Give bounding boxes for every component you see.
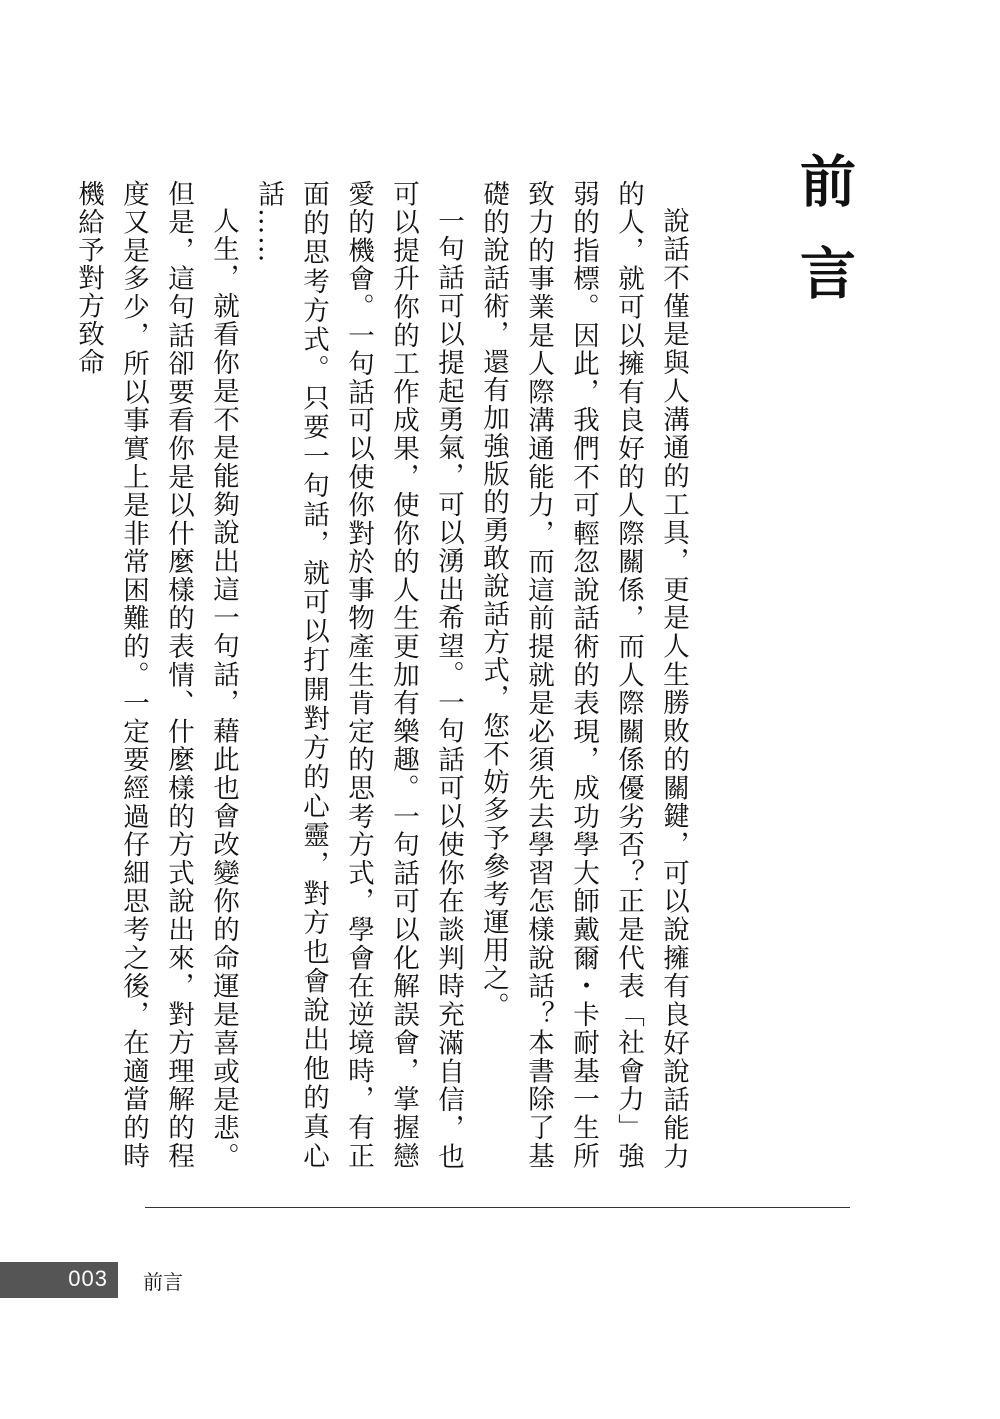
- page-title: 前言: [791, 152, 856, 336]
- running-head: 前言: [143, 1270, 183, 1294]
- page-number: 003: [68, 1266, 108, 1291]
- paragraph: 說話不僅是與人溝通的工具，更是人生勝敗的關鍵，可以說擁有良好說話能力的人，就可以擁有良好的人際關係，而人際關係優劣否？正是代表「社會力」強弱的指標。因此，我們不可輕忽說話術的表現，成功學大師戴爾・卡耐基一生所致力的事業是人際溝通能力，而這前提就是必須先去學習怎樣說話？本書除了基礎的說話術，還有加強版的勇敢說話方式，您不妨多予參考運用之。: [478, 180, 689, 1170]
- body-text: [73, 180, 696, 1170]
- paragraph: 人生，就看你是不是能夠說出這一句話，藉此也會改變你的命運是喜或是悲。但是，這句話卻要看你是以什麼樣的表情、什麼樣的方式說出來，對方理解的程度又是多少，所以事實上是非常困難的。一定要經過仔細思考之後，在適當的時機給予對方致命: [73, 180, 239, 1170]
- footer-divider: [145, 1207, 850, 1208]
- paragraph: 一句話可以提起勇氣，可以湧出希望。一句話可以使你在談判時充滿自信，也可以提升你的工作成果，使你的人生更加有樂趣。一句話可以化解誤會，掌握戀愛的機會。一句話可以使你對於事物產生肯定的思考方式，學會在逆境時，有正面的思考方式。只要一句話，就可以打開對方的心靈，對方也會說出他的真心話……: [253, 180, 464, 1170]
- page-number-tab: [0, 1262, 118, 1298]
